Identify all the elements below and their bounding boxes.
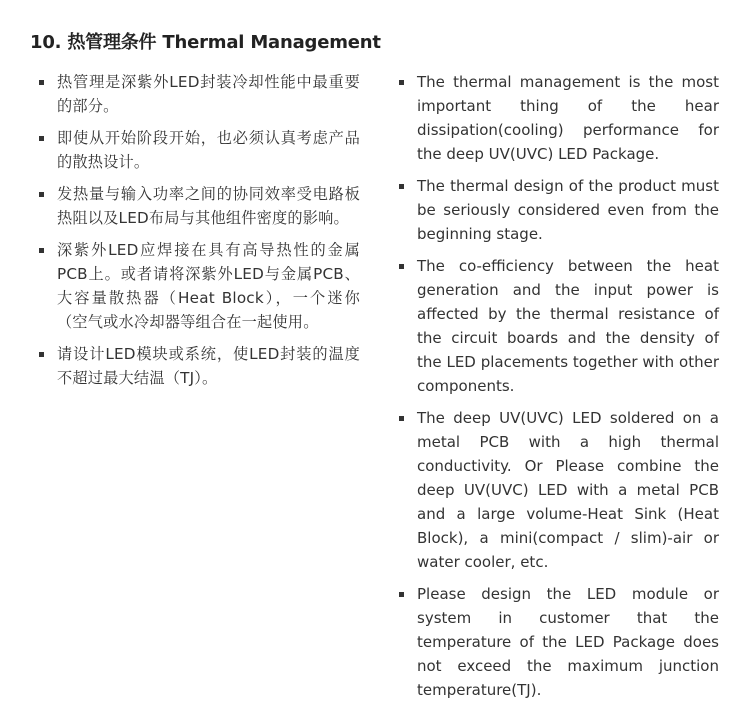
list-item (397, 406, 719, 574)
list-item (37, 70, 360, 118)
square-bullet-icon (399, 592, 404, 597)
list-item-text: 即使从开始阶段开始，也必须认真考虑产品的散热设计。 (57, 129, 360, 171)
list-item-text: The deep UV(UVC) LED soldered on a metal PCB with a high thermal conductivity. Or Please combine the deep UV(UVC) LED with a metal PCB and a large volume-Heat Sink (Heat Block), a mini(compact / slim)-air or water cooler, etc. (417, 409, 719, 571)
english-bullet-list (397, 70, 719, 710)
square-bullet-icon (39, 192, 44, 197)
list-item-text: 请设计LED模块或系统，使LED封装的温度不超过最大结温（TJ）。 (57, 345, 360, 387)
square-bullet-icon (39, 248, 44, 253)
list-item-text: The thermal management is the most important thing of the hear dissipation(cooling) performance for the deep UV(UVC) LED Package. (417, 73, 719, 163)
list-item (37, 182, 360, 230)
list-item (397, 582, 719, 702)
list-item (37, 238, 360, 334)
square-bullet-icon (399, 416, 404, 421)
square-bullet-icon (39, 352, 44, 357)
list-item-text: The thermal design of the product must be seriously considered even from the beginning stage. (417, 177, 719, 243)
square-bullet-icon (39, 80, 44, 85)
list-item-text: Please design the LED module or system in customer that the temperature of the LED Package does not exceed the maximum junction temperature(TJ). (417, 585, 719, 699)
list-item (37, 126, 360, 174)
list-item-text: 热管理是深紫外LED封装冷却性能中最重要的部分。 (57, 73, 360, 115)
list-item-text: 深紫外LED应焊接在具有高导热性的金属PCB上。或者请将深紫外LED与金属PCB、大容量散热器（Heat Block），一个迷你（空气或水冷却器等组合在一起使用。 (57, 241, 360, 331)
square-bullet-icon (39, 136, 44, 141)
square-bullet-icon (399, 184, 404, 189)
list-item (397, 70, 719, 166)
list-item (37, 342, 360, 390)
square-bullet-icon (399, 264, 404, 269)
list-item (397, 174, 719, 246)
chinese-bullet-list (37, 70, 360, 398)
section-title: 10. 热管理条件 Thermal Management (30, 32, 381, 53)
list-item (397, 254, 719, 398)
square-bullet-icon (399, 80, 404, 85)
list-item-text: 发热量与输入功率之间的协同效率受电路板热阻以及LED布局与其他组件密度的影响。 (57, 185, 360, 227)
list-item-text: The co-efficiency between the heat generation and the input power is affected by the thermal resistance of the circuit boards and the density of the LED placements together with other components. (417, 257, 719, 395)
